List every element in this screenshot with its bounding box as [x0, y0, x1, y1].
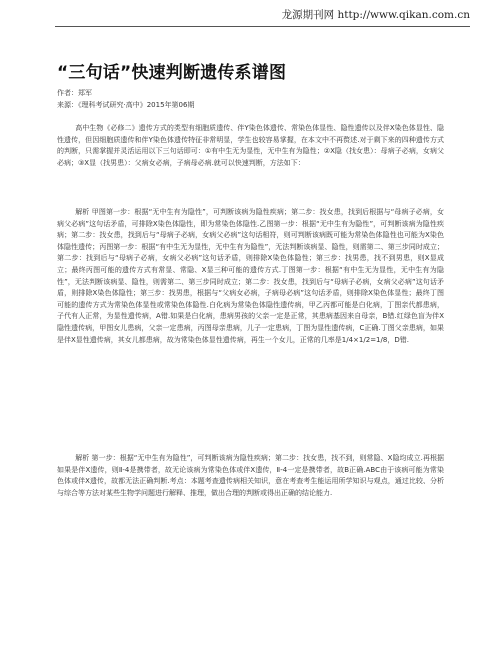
header-divider	[55, 26, 470, 27]
header-site-link[interactable]: 龙源期刊网 http://www.qikan.com.cn	[281, 9, 470, 21]
article-source: 来源：《理科考试研究·高中》2015年第06期	[57, 101, 195, 109]
article-title: “三句话”快速判断遗传系谱图	[57, 63, 287, 83]
body-paragraph-intro: 高中生物《必修二》遗传方式的类型有细胞质遗传、伴Y染色体遗传、常染色体显性、隐性遗传以及伴X染色体显性、隐性遗传，但因细胞质遗传和伴Y染色体遗传特征非常明显，学生也较容易掌握，在本文中不再赘述.对于剩下来的四种遗传方式的判断，只需掌握并灵活运用以下三句话即可：①有中生无为显性，无中生有为隐性；②X隐（找女患）：母病子必病，女病父必病；③X显（找男患）：父病女必病，子病母必病.就可以快速判断，方法如下：	[57, 124, 444, 167]
article-author: 作者：郑军	[57, 89, 92, 97]
body-paragraph-analysis-2: 解析 第一步：根据“无中生有为隐性”，可判断该病为隐性疾病；第二步：找女患，找不到，则常隐、X隐均成立.再根据如果是伴X遗传，则Ⅱ-4是携带者，故无论该病为常染色体或伴X遗传，Ⅱ-4一定是携带者，故B正确.ABC由于该病可能为常染色体或伴X遗传，故都无法正确判断.考点：本题考查遗传病相关知识，意在考查考生能运用所学知识与观点，通过比较、分析与综合等方法对某些生物学问题进行解释、推理，做出合理的判断或得出正确的结论能力.	[57, 454, 444, 497]
body-paragraph-analysis-1: 解析 甲图第一步：根据“无中生有为隐性”，可判断该病为隐性疾病；第二步：找女患，找到后根据与“母病子必病，女病父必病”这句话矛盾，可排除X染色体隐性，即为常染色体隐性.乙图第一步：根据“无中生有为隐性”，可判断该病为隐性疾病；第二步：找女患，找到后与“母病子必病，女病父必病”这句话相符，则可判断该病既可能为常染色体隐性也可能为X染色体隐性遗传；丙图第一步：根据“有中生无为显性，无中生有为隐性”，无法判断该病显、隐性，则需第二、第三步同时成立；第二步：找到后与“母病子必病，女病父必病”这句话矛盾，则排除X染色体隐性；第三步：找男患，找不到男患，则X显成立；最终丙图可能的遗传方式有常显、常隐、X显三种可能的遗传方式.丁图第一步：根据“有中生无为显性，无中生有为隐性”，无法判断该病显、隐性，则需第二、第三步同时成立；第二步：找女患，找到后与“母病子必病，女病父必病”这句话矛盾，则排除X染色体隐性；第三步：找男患，根据与“父病女必病，子病母必病”这句话矛盾，则排除X染色体显性；最终丁图可能的遗传方式为常染色体显性或常染色体隐性.白化病为常染色体隐性遗传病，甲乙丙都可能是白化病，丁图亲代都患病，子代有人正常，为显性遗传病，A错.如果是白化病，患病男孩的父亲一定是正常，其患病基因来自母亲，B错.红绿色盲为伴X隐性遗传病，甲图女儿患病，父亲一定患病，丙图母亲患病，儿子一定患病，丁图为显性遗传病，C正确.丁图父亲患病，如果是伴X显性遗传病，其女儿都患病，故为常染色体显性遗传病，再生一个女儿，正常的几率是1/4×1/2=1/8，D错.	[57, 208, 444, 344]
